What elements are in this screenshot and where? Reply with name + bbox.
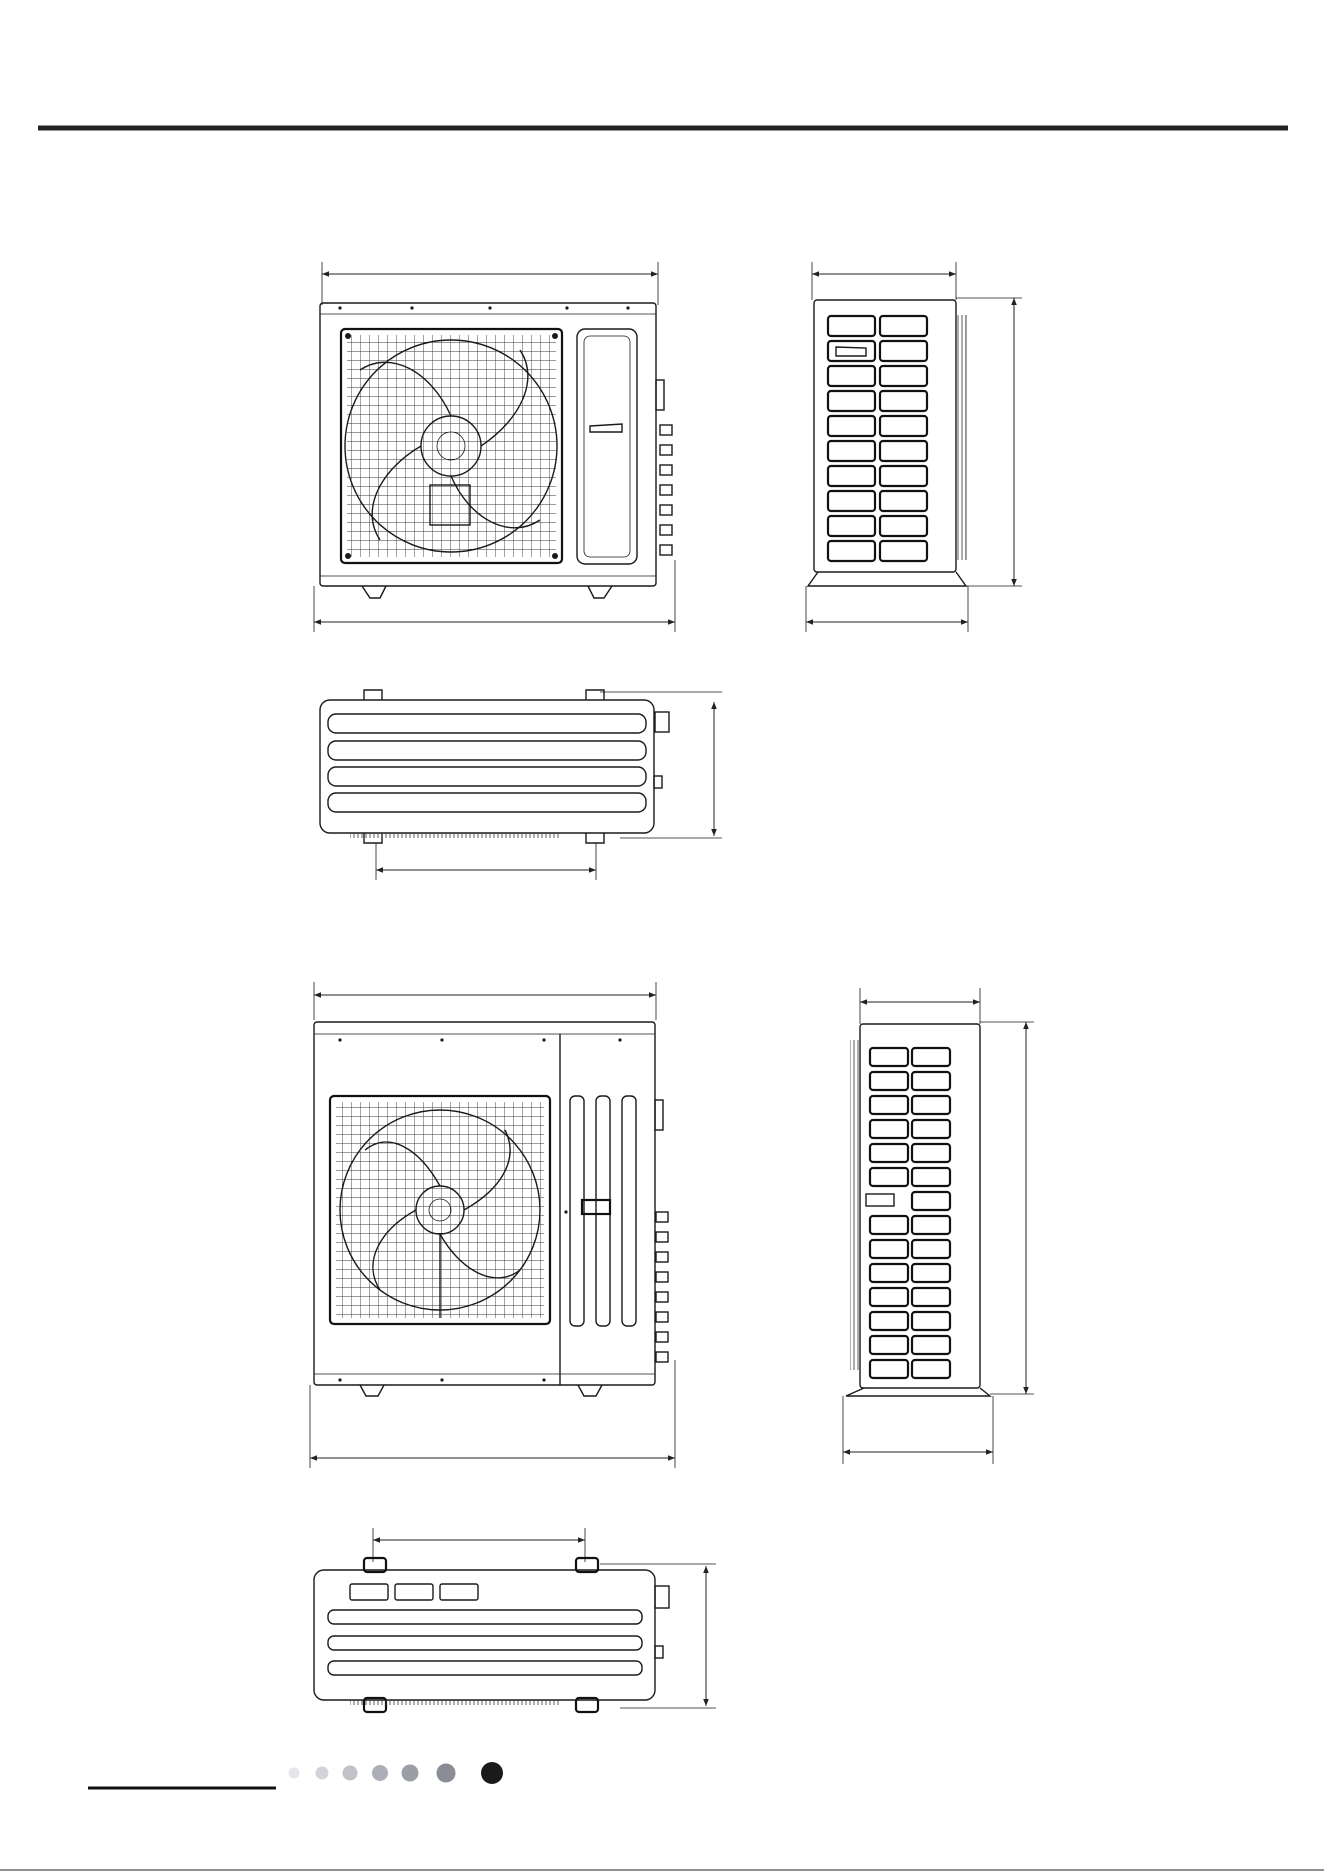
unit-1-front-view [314, 262, 675, 632]
page-dot [289, 1768, 300, 1779]
unit-2-side-view [843, 988, 1034, 1464]
page-dot [437, 1764, 456, 1783]
page-dot [372, 1765, 388, 1781]
unit-1-top-view [320, 690, 722, 880]
page-indicator [289, 1762, 504, 1784]
unit-1-side-view [806, 262, 1022, 632]
page-dot [316, 1767, 329, 1780]
page-dot [343, 1766, 358, 1781]
unit-2-front-view [310, 982, 675, 1468]
page-dot [402, 1765, 419, 1782]
unit-2-top-view [314, 1528, 716, 1712]
page-dot-active [481, 1762, 503, 1784]
